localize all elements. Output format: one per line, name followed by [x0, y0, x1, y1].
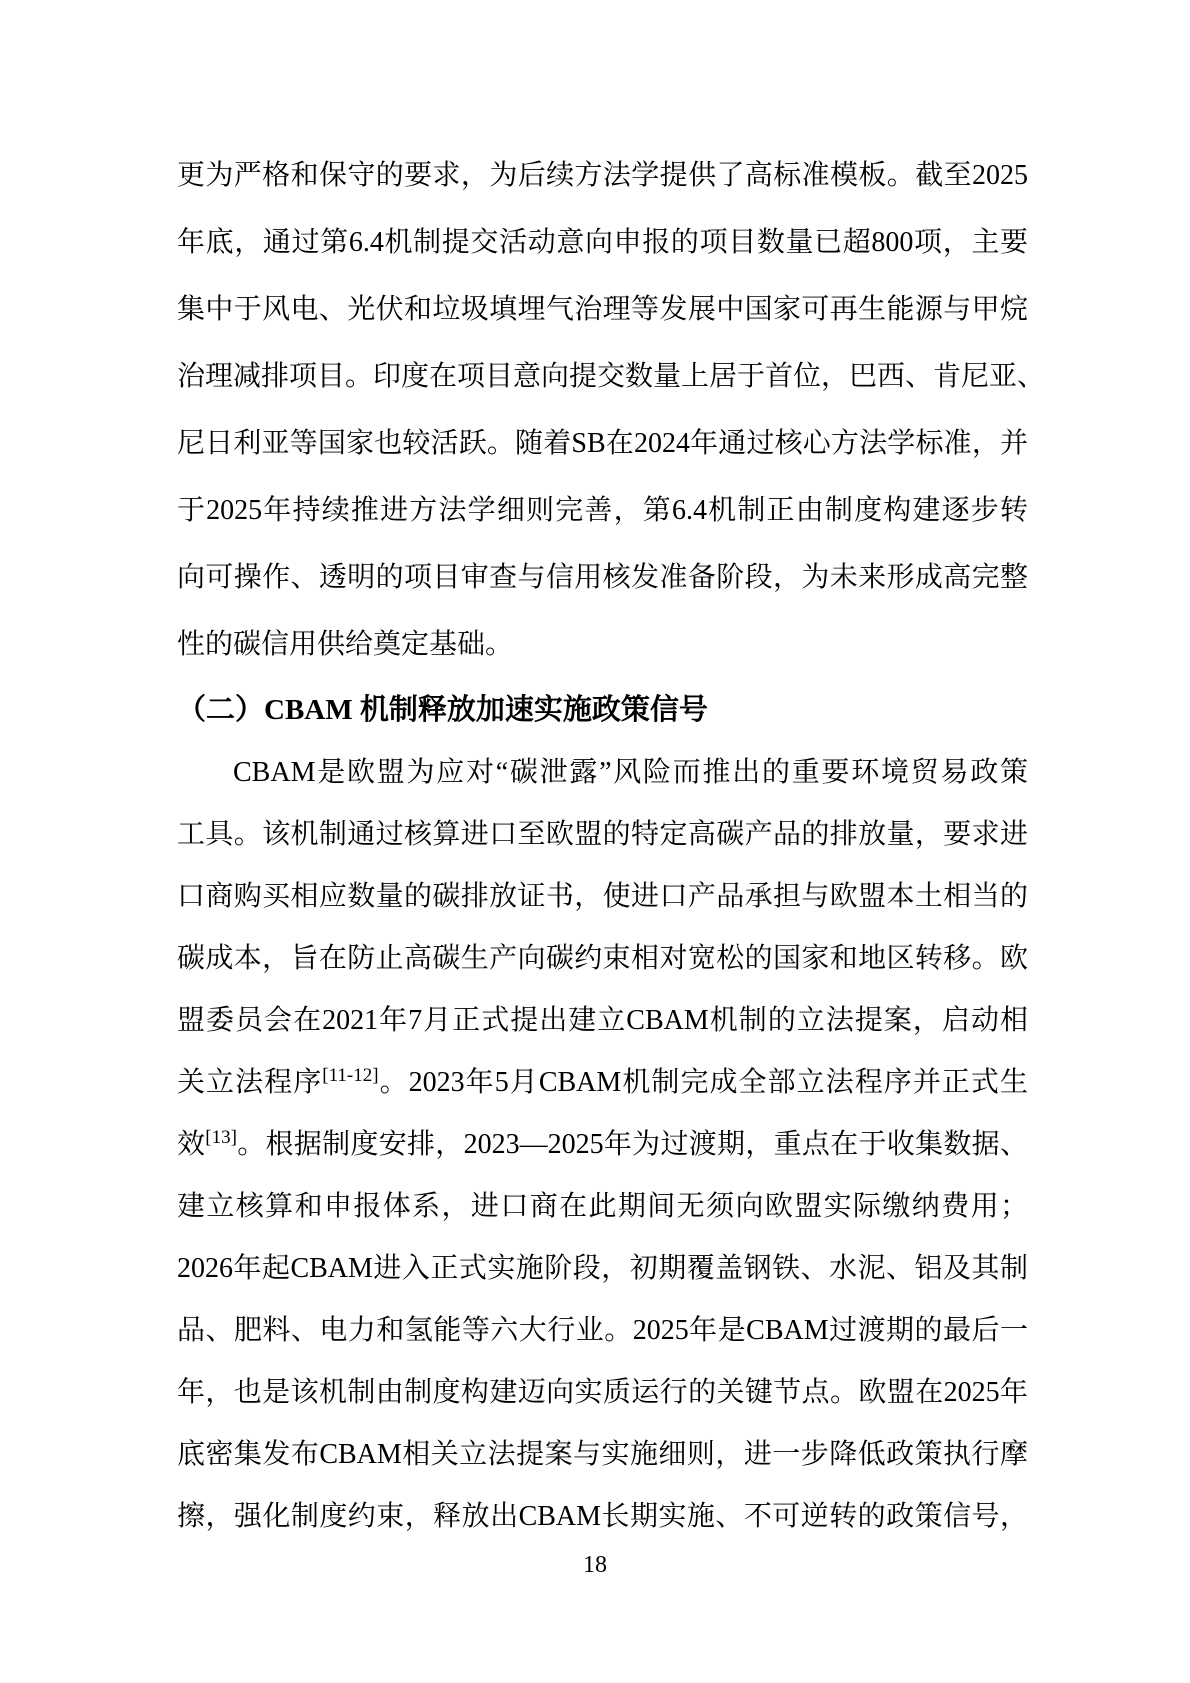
text-line: 碳成本，旨在防止高碳生产向碳约束相对宽松的国家和地区转移。欧: [177, 943, 1028, 974]
text-line: 性的碳信用供给奠定基础。: [177, 629, 514, 660]
text-line: 更为严格和保守的要求，为后续方法学提供了高标准模板。截至2025: [177, 160, 1028, 191]
text-line: 于2025年持续推进方法学细则完善，第6.4机制正由制度构建逐步转: [177, 495, 1028, 526]
citation-superscript: [11-12]: [322, 1065, 379, 1086]
text-line: CBAM是欧盟为应对“碳泄露”风险而推出的重要环境贸易政策: [233, 757, 1028, 788]
text-line: [177, 1114, 1028, 1176]
text-line: 2026年起CBAM进入正式实施阶段，初期覆盖钢铁、水泥、铝及其制: [177, 1253, 1028, 1284]
text-line: 尼日利亚等国家也较活跃。随着SB在2024年通过核心方法学标准，并: [177, 428, 1028, 459]
text-line: 工具。该机制通过核算进口至欧盟的特定高碳产品的排放量，要求进: [177, 819, 1028, 850]
text-line: 年，也是该机制由制度构建迈向实质运行的关键节点。欧盟在2025年: [177, 1377, 1028, 1408]
text-line: 口商购买相应数量的碳排放证书，使进口产品承担与欧盟本土相当的: [177, 881, 1028, 912]
text-line: 向可操作、透明的项目审查与信用核发准备阶段，为未来形成高完整: [177, 562, 1028, 593]
text-line: [177, 1052, 1028, 1114]
text-segment: 。根据制度安排，2023—2025年为过渡期，重点在于收集数据、: [236, 1129, 1028, 1160]
text-line: 盟委员会在2021年7月正式提出建立CBAM机制的立法提案，启动相: [177, 1005, 1028, 1036]
citation-superscript: [13]: [205, 1127, 237, 1148]
section-heading: （二）CBAM 机制释放加速实施政策信号: [177, 694, 708, 726]
paragraph-2: [177, 742, 1028, 1548]
text-line: 建立核算和申报体系，进口商在此期间无须向欧盟实际缴纳费用；: [177, 1191, 1028, 1222]
text-line: 底密集发布CBAM相关立法提案与实施细则，进一步降低政策执行摩: [177, 1439, 1028, 1470]
text-segment: 效: [177, 1129, 206, 1160]
text-line: 品、肥料、电力和氢能等六大行业。2025年是CBAM过渡期的最后一: [177, 1315, 1028, 1346]
text-line: 年底，通过第6.4机制提交活动意向申报的项目数量已超800项，主要: [177, 227, 1028, 258]
text-line: 擦，强化制度约束，释放出CBAM长期实施、不可逆转的政策信号，: [177, 1501, 1028, 1532]
text-segment: 关立法程序: [177, 1067, 323, 1098]
text-line: 集中于风电、光伏和垃圾填埋气治理等发展中国家可再生能源与甲烷: [177, 294, 1028, 325]
page-number: 18: [583, 1552, 607, 1578]
text-segment: 。2023年5月CBAM机制完成全部立法程序并正式生: [378, 1067, 1028, 1098]
paragraph-1: [177, 142, 1046, 678]
page-content: [177, 142, 1046, 1548]
text-line: 治理减排项目。印度在项目意向提交数量上居于首位，巴西、肯尼亚、: [177, 361, 1046, 392]
